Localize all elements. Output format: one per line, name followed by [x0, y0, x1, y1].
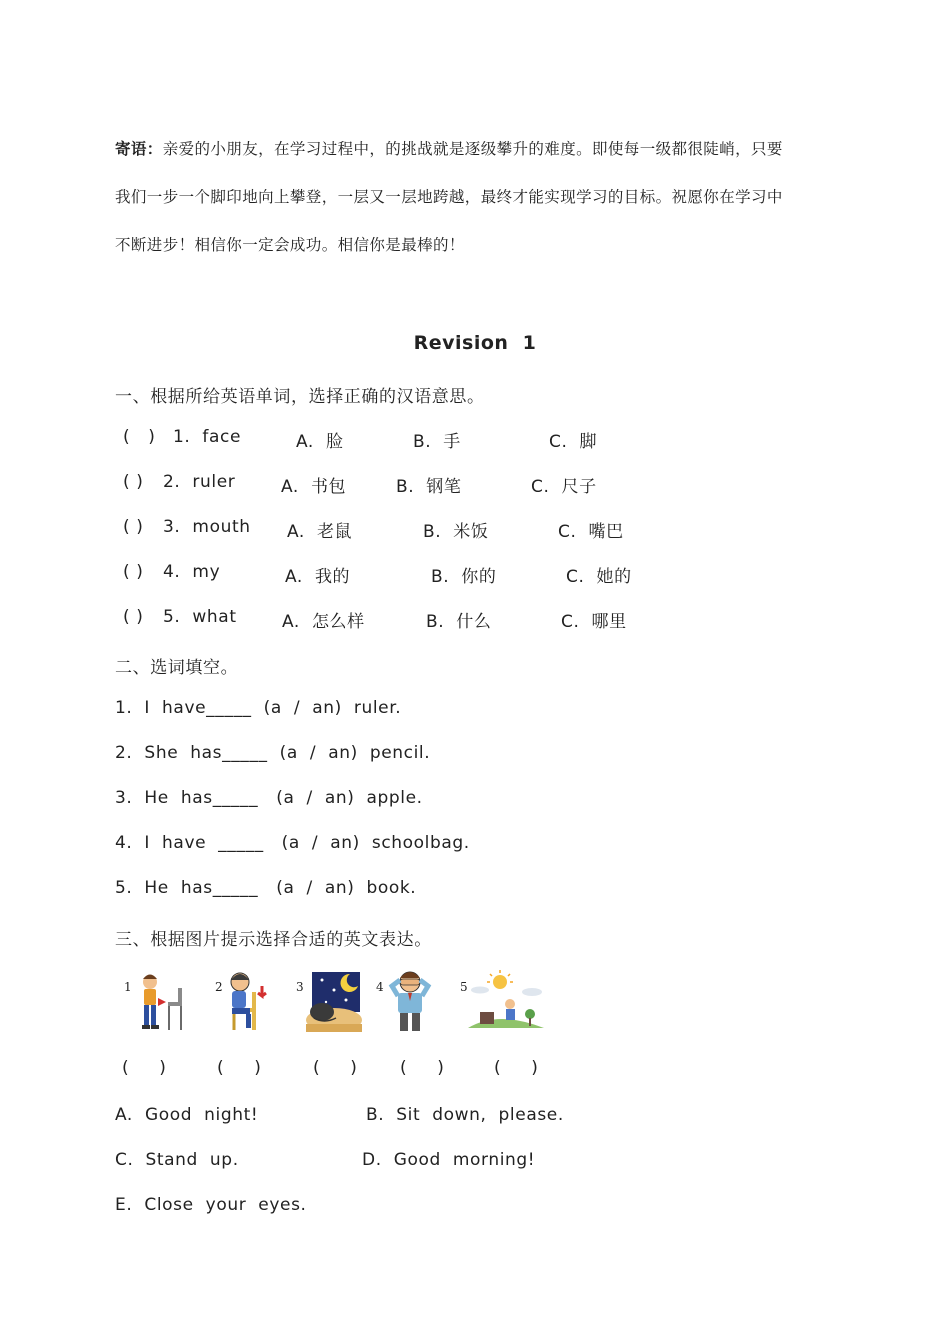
option-d: D. Good morning!	[362, 1150, 536, 1170]
boy-sitting-down-icon	[222, 968, 302, 1036]
question-word: 1. face	[173, 427, 242, 447]
picture-answer-bracket[interactable]: ( )	[217, 1058, 262, 1078]
page-title: Revision 1	[413, 332, 537, 354]
boy-standing-up-icon	[132, 968, 212, 1036]
picture-answer-bracket[interactable]: ( )	[400, 1058, 445, 1078]
intro-label: 寄语：	[115, 139, 163, 158]
option-a: A. Good night!	[115, 1105, 259, 1125]
answer-bracket[interactable]: ( )	[123, 517, 144, 537]
option-e: E. Close your eyes.	[115, 1195, 307, 1215]
section-3-heading: 三、根据图片提示选择合适的英文表达。	[115, 930, 432, 950]
picture-number: 4	[376, 980, 384, 994]
intro-line-1: 寄语：亲爱的小朋友，在学习过程中，的挑战就是逐级攀升的难度。即使每一级都很陡峭，只要	[115, 139, 783, 158]
option-a: A. 怎么样	[282, 612, 365, 632]
option-b: B. Sit down, please.	[366, 1105, 564, 1125]
section-2-heading: 二、选词填空。	[115, 658, 239, 678]
question-word: 2. ruler	[163, 472, 236, 492]
list-item: 2. She has_____ (a / an) pencil.	[115, 743, 431, 763]
picture-number: 5	[460, 980, 468, 994]
list-item: 4. I have _____ (a / an) schoolbag.	[115, 833, 470, 853]
option-c: C. 哪里	[561, 612, 627, 632]
intro-line-3: 不断进步！相信你一定会成功。相信你是最棒的！	[115, 236, 465, 254]
morning-sunrise-icon	[466, 968, 546, 1036]
picture-answer-bracket[interactable]: ( )	[313, 1058, 358, 1078]
picture-number: 1	[124, 980, 132, 994]
option-a: A. 老鼠	[287, 522, 353, 542]
option-c: C. Stand up.	[115, 1150, 239, 1170]
option-c: C. 嘴巴	[558, 522, 624, 542]
list-item: 5. He has_____ (a / an) book.	[115, 878, 417, 898]
section-1-heading: 一、根据所给英语单词，选择正确的汉语意思。	[115, 387, 485, 407]
option-a: A. 书包	[281, 477, 347, 497]
question-word: 5. what	[163, 607, 237, 627]
option-c: C. 她的	[566, 567, 632, 587]
man-covering-eyes-icon	[380, 968, 460, 1036]
answer-bracket[interactable]: ( )	[123, 427, 156, 447]
picture-answer-bracket[interactable]: ( )	[494, 1058, 539, 1078]
list-item: 3. He has_____ (a / an) apple.	[115, 788, 423, 808]
question-word: 3. mouth	[163, 517, 251, 537]
answer-bracket[interactable]: ( )	[123, 607, 144, 627]
picture-number: 2	[215, 980, 223, 994]
picture-answer-bracket[interactable]: ( )	[122, 1058, 167, 1078]
option-c: C. 尺子	[531, 477, 597, 497]
option-b: B. 米饭	[423, 522, 489, 542]
picture-number: 3	[296, 980, 304, 994]
intro-line-2: 我们一步一个脚印地向上攀登，一层又一层地跨越，最终才能实现学习的目标。祝愿你在学习中	[115, 188, 783, 206]
option-b: B. 钢笔	[396, 477, 462, 497]
question-word: 4. my	[163, 562, 221, 582]
option-a: A. 脸	[296, 432, 344, 452]
option-c: C. 脚	[549, 432, 598, 452]
option-b: B. 什么	[426, 612, 492, 632]
option-b: B. 你的	[431, 567, 497, 587]
sleeping-at-night-icon	[300, 968, 380, 1036]
option-a: A. 我的	[285, 567, 351, 587]
answer-bracket[interactable]: ( )	[123, 472, 144, 492]
option-b: B. 手	[413, 432, 461, 452]
answer-bracket[interactable]: ( )	[123, 562, 144, 582]
list-item: 1. I have_____ (a / an) ruler.	[115, 698, 402, 718]
